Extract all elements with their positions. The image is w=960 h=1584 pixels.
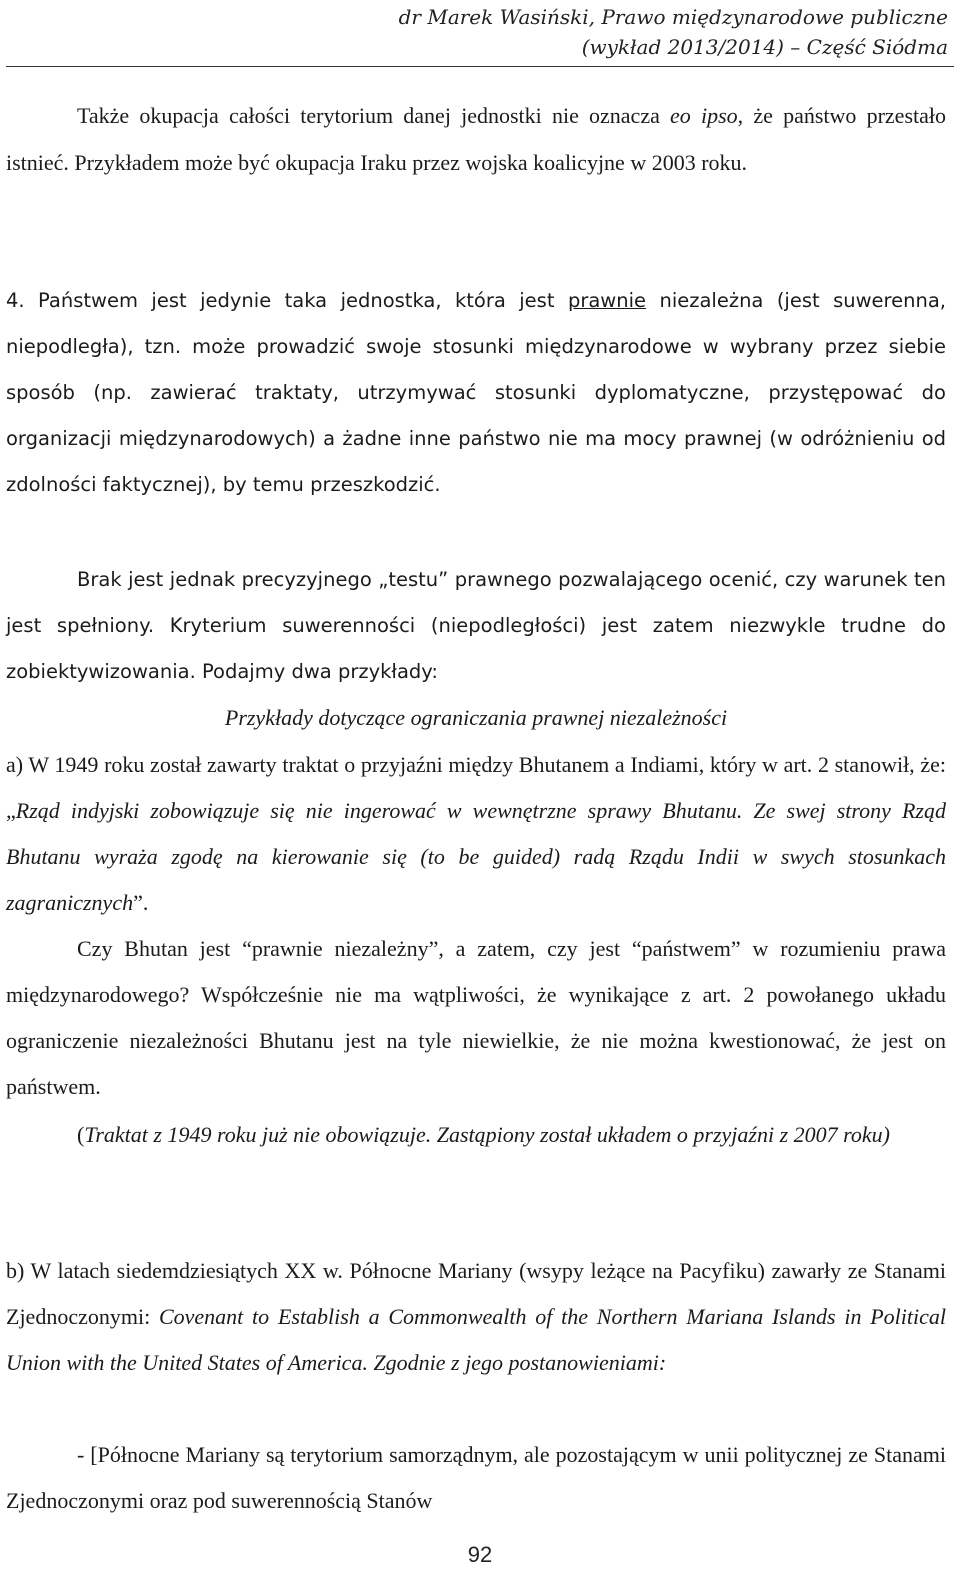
- paragraph-bhutan-question: [6, 926, 946, 1110]
- header-line-1: dr Marek Wasiński, Prawo międzynarodowe publiczne: [398, 5, 948, 29]
- covenant-title: Covenant to Establish a Commonwealth of the Northern Mariana Islands in Political Union with the United States of America. Zgodnie z jego postanowieniami:: [6, 1304, 947, 1375]
- text-segment: 4. Państwem jest jedynie taka jednostka, która jest: [6, 289, 568, 312]
- treaty-quote: Rząd indyjski zobowiązuje się nie ingerować w wewnętrzne sprawy Bhutanu. Ze swej strony Rząd Bhutanu wyraża zgodę na kierowanie się (to be guided) radą Rządu Indii w swych stosunkach zagranicznych: [6, 798, 946, 915]
- text-segment: (: [77, 1122, 85, 1147]
- header-rule: [6, 66, 954, 67]
- page-number: 92: [467, 1542, 493, 1567]
- paragraph-criterion-4: [6, 278, 946, 508]
- text-segment: ”.: [133, 890, 149, 915]
- text-segment: niezależna (jest suwerenna, niepodległa), tzn. może prowadzić swoje stosunki międzynarodowe w wybrany przez siebie sposób (np. zawierać traktaty, utrzymywać stosunki dyplomatyczne, przystępować do organizacji międzynarodowych) a żadne inne państwo nie ma mocy prawnej (w odróżnieniu od zdolności faktycznej), by temu przeszkodzić.: [6, 289, 946, 496]
- paragraph-occupation: [6, 93, 946, 186]
- latin-phrase: eo ipso: [670, 103, 738, 128]
- paragraph-example-b: [6, 1248, 946, 1386]
- text-segment: Czy Bhutan jest “prawnie niezależny”, a zatem, czy jest “państwem” w rozumieniu prawa międzynarodowego? Współcześnie nie ma wątpliwości, że wynikające z art. 2 powołanego układu ograniczenie niezależności Bhutanu jest na tyle niewielkie, że nie można kwestionować, że jest on państwem.: [6, 936, 946, 1099]
- text-segment: , że państwo przestało istnieć. Przykładem może być okupacja Iraku przez wojska koalicyjne w 2003 roku.: [6, 103, 946, 175]
- paragraph-treaty-note: [6, 1112, 946, 1158]
- text-segment: b) W latach siedemdziesiątych XX w. Północne Mariany (wsypy leżące na Pacyfiku) zawarły ze Stanami Zjednoczonymi:: [6, 1258, 946, 1329]
- text-segment: Brak jest jednak precyzyjnego „testu” prawnego pozwalającego ocenić, czy warunek ten jest spełniony. Kryterium suwerenności (niepodległości) jest zatem niezwykle trudne do zobiektywizowania. Podajmy dwa przykłady:: [6, 568, 946, 683]
- running-header: [399, 2, 948, 62]
- text-segment: a) W 1949 roku został zawarty traktat o przyjaźni między Bhutanem a Indiami, który w art. 2 stanowił, że: „: [6, 752, 946, 823]
- text-segment: - [Północne Mariany są terytorium samorządnym, ale pozostającym w unii politycznej ze Stanami Zjednoczonymi oraz pod suwerennością Stanów: [6, 1442, 946, 1513]
- paragraph-test: [6, 557, 946, 695]
- paragraph-example-a: [6, 742, 946, 926]
- underlined-word: prawnie: [567, 289, 647, 312]
- header-line-2: (wykład 2013/2014) – Część Siódma: [581, 35, 948, 59]
- section-heading: [6, 696, 946, 740]
- paragraph-mariana-provisions: [6, 1432, 946, 1524]
- italic-note: Traktat z 1949 roku już nie obowiązuje. Zastąpiony został układem o przyjaźni z 2007 roku): [84, 1122, 890, 1147]
- heading-text: Przykłady dotyczące ograniczania prawnej niezależności: [224, 705, 728, 730]
- text-segment: Także okupacja całości terytorium danej jednostki nie oznacza: [77, 103, 671, 128]
